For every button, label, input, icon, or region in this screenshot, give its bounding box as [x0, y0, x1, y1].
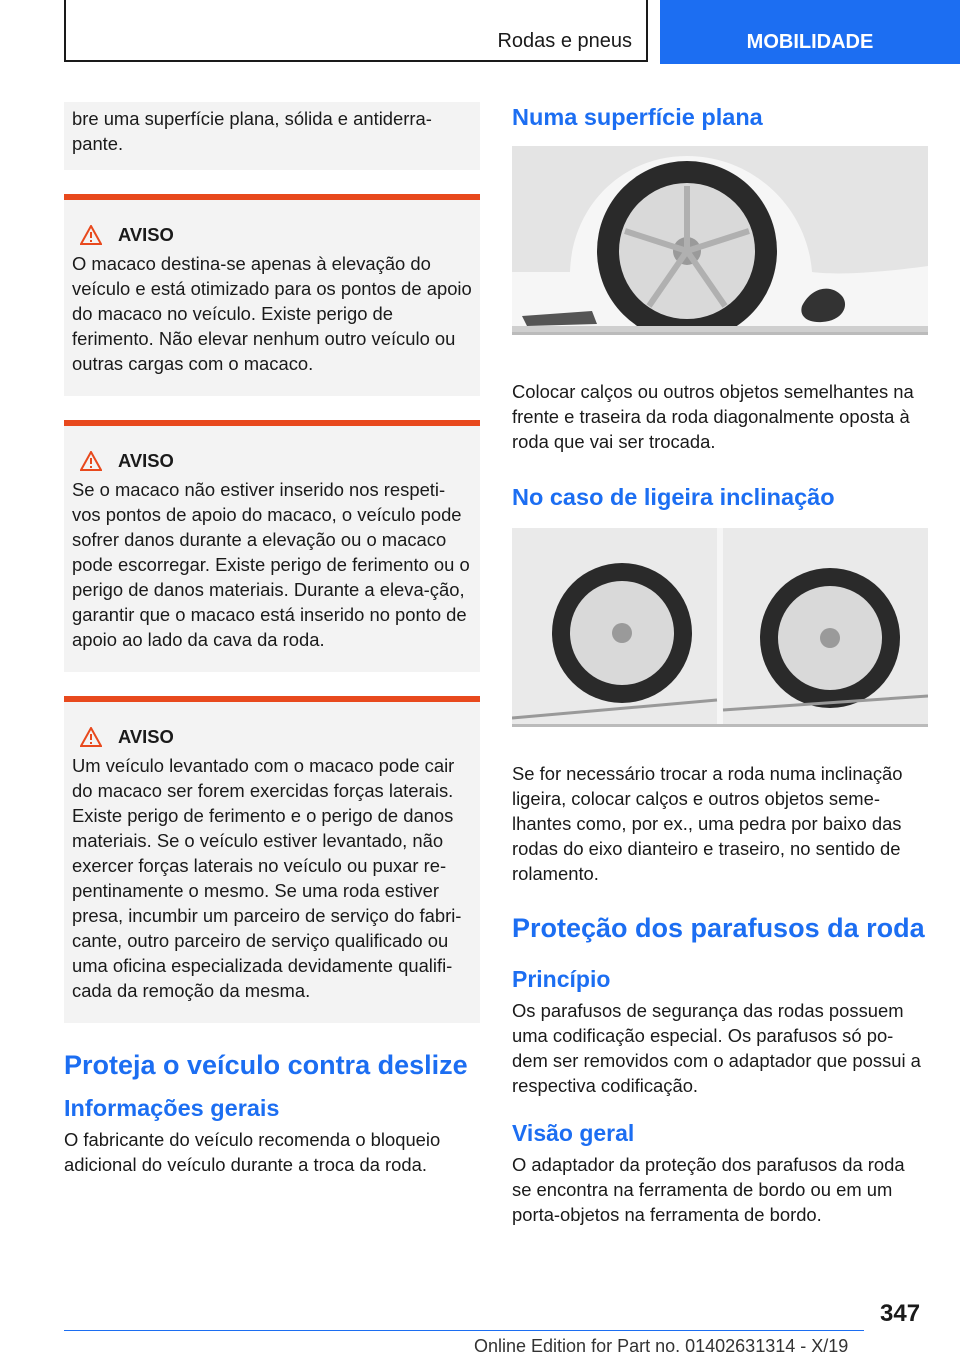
right-column	[512, 102, 928, 1227]
warning-box-1	[64, 194, 480, 396]
paragraph: O adaptador da proteção dos parafusos da roda se encontra na ferramenta de bordo ou em um porta-objetos na ferramenta de bordo.	[512, 1154, 905, 1225]
warning-triangle-icon	[80, 727, 102, 747]
chapter-tab[interactable]: MOBILIDADE	[660, 0, 960, 64]
continued-note-text: bre uma superfície plana, sólida e antiderra-pante.	[72, 108, 432, 154]
warning-triangle-icon	[80, 225, 102, 245]
section-title: Rodas e pneus	[497, 30, 632, 52]
subsection-heading-incline: No caso de ligeira inclinação	[512, 484, 835, 510]
warning-title: AVISO	[118, 224, 174, 245]
wheel-chock-illustration	[512, 146, 928, 335]
left-column	[64, 102, 480, 1177]
subsection-heading-flat: Numa superfície plana	[512, 104, 763, 130]
paragraph: Se for necessário trocar a roda numa inclinação ligeira, colocar calços e outros objetos seme-lhantes como, por ex., uma pedra por baixo das rodas do eixo dianteiro e traseiro, no sentido de rolamento.	[512, 763, 903, 884]
header-frame	[64, 0, 648, 62]
continued-note	[64, 102, 480, 170]
warning-title: AVISO	[118, 450, 174, 471]
warning-text: Um veículo levantado com o macaco pode cair do macaco ser forem exercidas forças laterais. Existe perigo de ferimento e o perigo de danos materiais. Se o veículo estiver levantado, não exercer forças laterais no veículo ou puxar re-pentinamente o mesmo. Se uma roda estiver presa, incumbir um parceiro de serviço do fabri-cante, outro parceiro de serviço qualificado ou uma oficina especializada devidamente qualifi-cada da remoção da mesma.	[72, 755, 462, 1001]
warning-box-3	[64, 696, 480, 1023]
paragraph: O fabricante do veículo recomenda o bloqueio adicional do veículo durante a troca da roda.	[64, 1129, 441, 1175]
subsection-heading: Visão geral	[512, 1120, 635, 1146]
paragraph: Os parafusos de segurança das rodas possuem uma codificação especial. Os parafusos só po-dem ser removidos com o adaptador que possui a respectiva codificação.	[512, 1000, 921, 1096]
incline-wheels-illustration	[512, 528, 928, 727]
warning-text: Se o macaco não estiver inserido nos respeti-vos pontos de apoio do macaco, o veículo pode sofrer danos durante a elevação ou o macaco pode escorregar. Existe perigo de ferimento ou o perigo de danos materiais. Durante a eleva-ção, garantir que o macaco está inserido no ponto de apoio ao lado da cava da roda.	[72, 479, 470, 650]
subsection-heading: Informações gerais	[64, 1095, 280, 1121]
warning-box-2	[64, 420, 480, 672]
section-heading: Proteção dos parafusos da roda	[512, 913, 925, 943]
warning-title: AVISO	[118, 726, 174, 747]
paragraph: Colocar calços ou outros objetos semelhantes na frente e traseira da roda diagonalmente oposta à roda que vai ser trocada.	[512, 381, 914, 452]
footer-edition: Online Edition for Part no. 01402631314 - X/19	[474, 1336, 849, 1356]
page-number: 347	[880, 1300, 921, 1327]
section-heading: Proteja o veículo contra deslize	[64, 1050, 468, 1080]
subsection-heading: Princípio	[512, 966, 611, 992]
footer-divider	[64, 1330, 864, 1331]
warning-triangle-icon	[80, 451, 102, 471]
warning-text: O macaco destina-se apenas à elevação do veículo e está otimizado para os pontos de apoio do macaco no veículo. Existe perigo de ferimento. Não elevar nenhum outro veículo ou outras cargas com o macaco.	[72, 253, 472, 374]
